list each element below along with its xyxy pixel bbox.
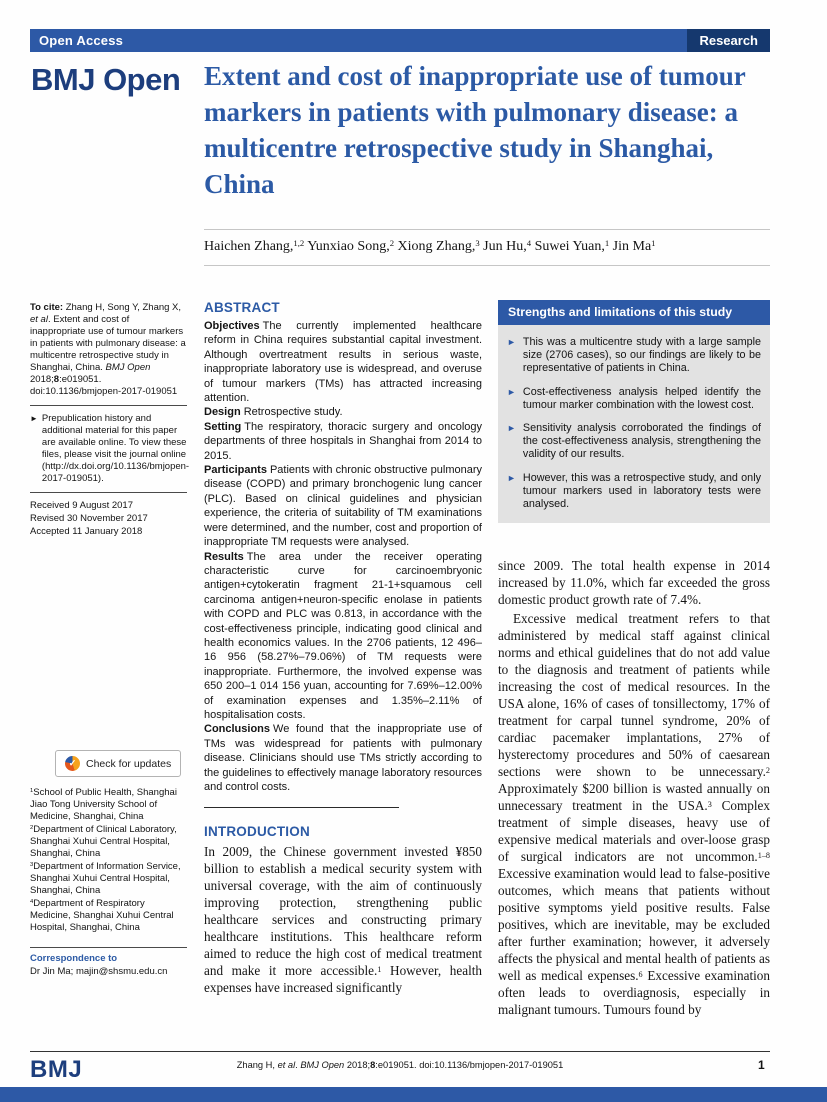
abstract-column — [204, 300, 482, 996]
strengths-item — [507, 422, 761, 462]
strengths-item — [507, 336, 761, 376]
affiliations-block — [30, 787, 187, 978]
divider — [30, 492, 187, 493]
received-date: Received 9 August 2017 — [30, 500, 133, 511]
strengths-item — [507, 386, 761, 412]
introduction-paragraph: In 2009, the Chinese government invested ¥850 billion to establish a medical security system with universal coverage, with the aim of continuously improving protection, strengthening public healthcare services and constructing primary healthcare institutions. This healthcare reform aimed to reduce the high cost of medical treatment and make it more accessible.$^1$ However, health expenses have increased significantly — [204, 844, 482, 996]
footer-citation: Zhang H, et al. BMJ Open 2018;8:e019051. doi:10.1136/bmjopen-2017-019051 — [236, 1060, 564, 1070]
abstract-design — [204, 405, 482, 419]
cite-block: To cite: Zhang H, Song Y, Zhang X, et al. Extent and cost of inappropriate use of tumour markers in patients with pulmonary disease: a multicentre retrospective study in Shanghai, China. BMJ Open 2018;8:e019051. doi:10.1136/bmjopen-2017-019051 — [30, 302, 186, 397]
correspondence-label: Correspondence to — [30, 953, 118, 964]
check-for-updates-button[interactable] — [55, 750, 181, 777]
body-paragraph: Excessive medical treatment refers to that administered by medical staff against clinical norms and ethical guidelines that do not add value to the diagnosis and treatment of patients while increasing the cost of medical resources. In the USA alone, 16% of cases of tonsillectomy, 17% of treatment for carpal tunnel syndrome, 20% of cardiac pacemaker implantations, 27% of hysterectomy procedures and 50% of caesarean sections were shown to be unnecessary.$^2$ Approximately $200 billion is wasted annually on unnecessary treatment in the USA.$^3$ Complex treatment of simple diseases, heavy use of expensive medical materials and over-loose grasp of surgical indicators are not uncommon.$^{1-8}$ Excessive examination would lead to false-positive outcomes, which means that patients without positive symptoms yield positive results. False positives, which are inevitable, may be excluded after further examination; however, it adversely affects the physical and mental health of patients as well as medical expenses.$^6$ Excessive examination often leads to overdiagnosis, especially in malignant tumours. Tumours found by — [498, 611, 770, 1018]
bottom-band — [0, 1087, 827, 1102]
introduction-heading: INTRODUCTION — [204, 824, 310, 840]
abstract-objectives — [204, 319, 482, 405]
correspondence — [30, 947, 187, 978]
history-dates — [30, 500, 187, 538]
abstract-section-text: Retrospective study. — [243, 406, 343, 419]
bullet-arrow-icon: ► — [507, 472, 516, 483]
check-for-updates-label: Check for updates — [86, 757, 172, 770]
prepub-body — [42, 413, 189, 485]
strengths-item-text: Cost-effectiveness analysis helped identify the tumour marker combination with the lowest cost. — [522, 385, 761, 411]
affiliation-3: $^3$Department of Information Service, Shanghai Xuhui Central Hospital, Shanghai, China — [30, 861, 181, 896]
affiliation-2: $^2$Department of Clinical Laboratory, Shanghai Xuhui Central Hospital, Shanghai, China — [30, 824, 177, 859]
strengths-body — [498, 325, 770, 523]
strengths-box — [498, 300, 770, 523]
crossmark-icon — [65, 756, 80, 771]
article-title: Extent and cost of inappropriate use of tumour markers in patients with pulmonary disease: a multicentre retrospective study in Shanghai, China — [204, 61, 746, 199]
divider — [30, 405, 187, 406]
bullet-arrow-icon: ► — [507, 423, 516, 434]
abstract-section-label: Participants — [204, 464, 267, 477]
abstract-section-label: Conclusions — [204, 723, 271, 736]
abstract-results — [204, 550, 482, 723]
abstract-section-text: The area under the receiver operating characteristic curve for carcinoembryonic antigen+cytokeratin fragment 21-1+squamous cell carcinoma antigen+neuron-specific enolase in patients with COPD and PLC was 0.813, in accordance with the cost-effectiveness principle, indicating good clinical and health economics values. In the 2706 patients, 12 496–16 956 (58.27%–79.06%) of TM requests were inappropriate. Furthermore, the involved expense was 650 200–1 014 156 yuan, accounting for 7.69%–12.00% of examination expenses and 1.35%–2.11% of hospitalisation costs. — [204, 550, 482, 721]
research-badge: Research — [687, 29, 770, 52]
sidebar — [30, 302, 190, 539]
footer-rule — [30, 1051, 770, 1052]
abstract-section-label: Setting — [204, 420, 242, 433]
prepub-note — [30, 413, 190, 485]
check-icon: ✓ — [68, 758, 77, 768]
strengths-heading: Strengths and limitations of this study — [498, 300, 770, 325]
correspondence-name: Dr Jin Ma; — [30, 966, 76, 977]
right-column — [498, 300, 770, 1018]
abstract-section-label: Objectives — [204, 320, 260, 332]
journal-logo: BMJ Open — [31, 62, 181, 97]
body-paragraph-continuation: since 2009. The total health expense in 2014 increased by 11.0%, which far exceeded the gross domestic product growth rate of 7.4%. — [498, 558, 770, 608]
topbar — [30, 29, 770, 52]
prepub-text: Prepublication history and additional material for this paper are available online. To view these files, please visit the journal online ( — [41, 413, 187, 472]
abstract-conclusions — [204, 722, 482, 794]
bullet-arrow-icon: ► — [507, 386, 516, 397]
abstract-setting — [204, 420, 482, 463]
strengths-item — [507, 472, 761, 512]
correspondence-email-link[interactable]: majin@shsmu.edu.cn — [75, 966, 168, 977]
open-access-label: Open Access — [39, 33, 124, 48]
bullet-arrow-icon: ► — [507, 337, 516, 347]
abstract-section-text: The respiratory, thoracic surgery and oncology departments of three hospitals in Shanghai from 2014 to 2015. — [204, 420, 482, 462]
revised-date: Revised 30 November 2017 — [30, 513, 148, 524]
abstract-section-label: Design — [204, 406, 241, 419]
affiliation-1: $^1$School of Public Health, Shanghai Jiao Tong University School of Medicine, Shanghai, China — [30, 787, 177, 822]
abstract-heading: ABSTRACT — [204, 300, 280, 315]
abstract-section-text: The currently implemented healthcare reform in China requires substantial capital investment. Although overtreatment results in serious waste, inappropriate laboratory use is widespread, and overuse of tumour markers (TMs) has attracted increasing attention. — [204, 320, 482, 405]
abstract — [204, 319, 482, 794]
abstract-section-text: We found that the inappropriate use of TMs was widespread for patients with pulmonary disease. Clinicians should use TMs strictly according to the guidelines to effectively manage laboratory resources and control costs. — [204, 723, 483, 793]
authors-line: Haichen Zhang,$^{1,2}$ Yunxiao Song,$^2$ Xiong Zhang,$^3$ Jun Hu,$^4$ Suwei Yuan,$^1$ Jin Ma$^1$ — [204, 229, 770, 266]
doi-link[interactable]: http://dx.doi.org/10.1136/bmjopen-2017-019051 — [41, 461, 190, 484]
bmj-logo: BMJ — [30, 1056, 83, 1083]
bullet-arrow-icon: ► — [30, 414, 38, 423]
divider — [204, 807, 399, 808]
abstract-participants — [204, 463, 482, 549]
strengths-item-text: Sensitivity analysis corroborated the findings of the cost-effectiveness analysis, strengthening the validity of our results. — [522, 422, 761, 461]
strengths-item-text: This was a multicentre study with a large sample size (2706 cases), so our findings are likely to be representative of patients in China. — [522, 336, 761, 375]
accepted-date: Accepted 11 January 2018 — [30, 526, 143, 537]
page-number: 1 — [758, 1058, 765, 1072]
affiliation-4: $^4$Department of Respiratory Medicine, Shanghai Xuhui Central Hospital, Shanghai, China — [30, 898, 174, 933]
abstract-section-text: Patients with chronic obstructive pulmonary disease (COPD) and primary bronchogenic lung cancer (PLC). Based on clinical guidelines and physician experience, the criteria of suitability of TM examinations were determined, and the number, cost and proportion of inappropriate TM requests were analysed. — [204, 464, 482, 549]
abstract-section-label: Results — [204, 550, 244, 563]
strengths-item-text: However, this was a retrospective study, and only tumour markers used in laboratory tests were analysed. — [522, 471, 761, 511]
prepub-suffix: ). — [97, 473, 104, 484]
